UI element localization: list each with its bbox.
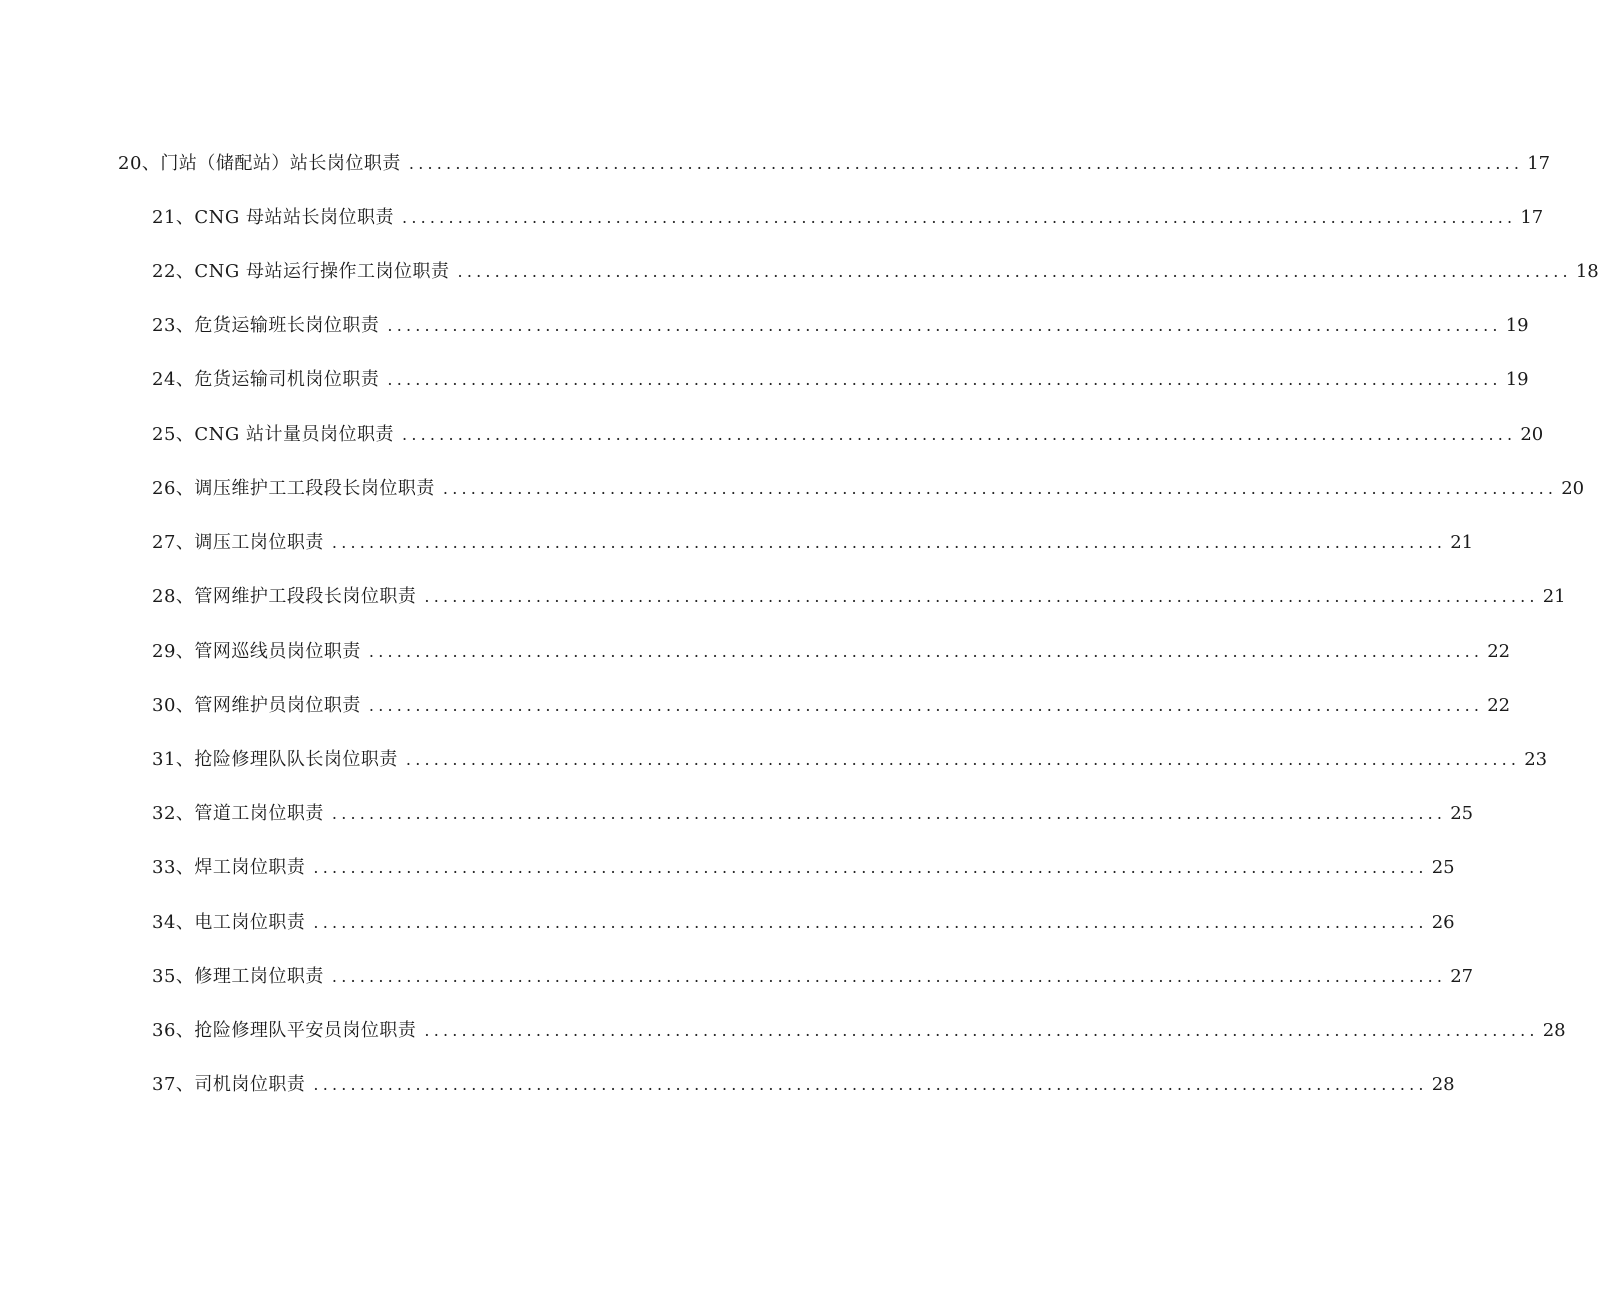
toc-entry-33[interactable] bbox=[152, 856, 1455, 880]
toc-entry-title: 29、管网巡线员岗位职责 bbox=[152, 641, 361, 662]
toc-entry-title: 28、管网维护工段段长岗位职责 bbox=[152, 586, 417, 607]
toc-entry-25[interactable] bbox=[152, 423, 1544, 447]
toc-entry-title: 36、抢险修理队平安员岗位职责 bbox=[152, 1020, 417, 1041]
toc-entry-29[interactable] bbox=[152, 640, 1511, 664]
toc-entry-23[interactable] bbox=[152, 314, 1529, 338]
toc-entry-page: 25 bbox=[1431, 857, 1455, 878]
toc-entry-page: 28 bbox=[1542, 1020, 1566, 1041]
toc-entry-page: 25 bbox=[1450, 803, 1474, 824]
toc-entry-title: 20、门站（储配站）站长岗位职责 bbox=[118, 153, 401, 174]
toc-entry-page: 23 bbox=[1524, 749, 1548, 770]
toc-dot-leader: ........................................................................................................................ bbox=[402, 425, 1517, 444]
toc-entry-32[interactable] bbox=[152, 802, 1474, 826]
toc-entry-22[interactable] bbox=[152, 260, 1599, 284]
toc-entry-title: 35、修理工岗位职责 bbox=[152, 966, 324, 987]
toc-dot-leader: ........................................................................................................................ bbox=[331, 967, 1447, 986]
toc-entry-title: 31、抢险修理队队长岗位职责 bbox=[152, 749, 398, 770]
toc-entry-title: 32、管道工岗位职责 bbox=[152, 803, 324, 824]
toc-dot-leader: ........................................................................................................................ bbox=[387, 316, 1502, 335]
toc-entry-title: 23、危货运输班长岗位职责 bbox=[152, 315, 380, 336]
toc-dot-leader: ........................................................................................................................ bbox=[424, 1021, 1539, 1040]
toc-entry-27[interactable] bbox=[152, 531, 1474, 555]
toc-dot-leader: ........................................................................................................................ bbox=[331, 804, 1447, 823]
toc-dot-leader: ........................................................................................................................ bbox=[442, 479, 1558, 498]
toc-entry-26[interactable] bbox=[152, 477, 1585, 501]
toc-entry-page: 22 bbox=[1487, 695, 1511, 716]
toc-entry-page: 28 bbox=[1431, 1074, 1455, 1095]
toc-entry-34[interactable] bbox=[152, 911, 1455, 935]
toc-entry-title: 26、调压维护工工段段长岗位职责 bbox=[152, 478, 435, 499]
toc-entry-20[interactable] bbox=[118, 152, 1551, 176]
toc-dot-leader: ........................................................................................................................ bbox=[331, 533, 1447, 552]
toc-entry-page: 18 bbox=[1575, 261, 1599, 282]
toc-entry-page: 27 bbox=[1450, 966, 1474, 987]
toc-entry-30[interactable] bbox=[152, 694, 1511, 718]
toc-entry-title: 34、电工岗位职责 bbox=[152, 912, 306, 933]
toc-entry-page: 19 bbox=[1505, 315, 1529, 336]
toc-entry-page: 21 bbox=[1450, 532, 1474, 553]
toc-dot-leader: ........................................................................................................................ bbox=[408, 154, 1524, 173]
toc-entry-title: 22、CNG 母站运行操作工岗位职责 bbox=[152, 261, 450, 282]
toc-dot-leader: ........................................................................................................................ bbox=[387, 370, 1502, 389]
toc-entry-title: 24、危货运输司机岗位职责 bbox=[152, 369, 380, 390]
toc-entry-31[interactable] bbox=[152, 748, 1548, 772]
toc-entry-page: 20 bbox=[1561, 478, 1585, 499]
toc-entry-title: 21、CNG 母站站长岗位职责 bbox=[152, 207, 395, 228]
toc-dot-leader: ........................................................................................................................ bbox=[457, 262, 1572, 281]
toc-entry-page: 26 bbox=[1431, 912, 1455, 933]
toc-entry-page: 19 bbox=[1505, 369, 1529, 390]
toc-entry-title: 33、焊工岗位职责 bbox=[152, 857, 306, 878]
toc-dot-leader: ........................................................................................................................ bbox=[368, 696, 1484, 715]
toc-dot-leader: ........................................................................................................................ bbox=[368, 642, 1484, 661]
toc-entry-title: 30、管网维护员岗位职责 bbox=[152, 695, 361, 716]
toc-entry-37[interactable] bbox=[152, 1073, 1455, 1097]
toc-entry-page: 17 bbox=[1527, 153, 1551, 174]
toc-entry-24[interactable] bbox=[152, 368, 1529, 392]
toc-dot-leader: ........................................................................................................................ bbox=[313, 1075, 1428, 1094]
toc-entry-page: 21 bbox=[1542, 586, 1566, 607]
toc-dot-leader: ........................................................................................................................ bbox=[313, 913, 1428, 932]
toc-entry-21[interactable] bbox=[152, 206, 1544, 230]
toc-dot-leader: ........................................................................................................................ bbox=[405, 750, 1521, 769]
toc-entry-36[interactable] bbox=[152, 1019, 1566, 1043]
toc-entry-page: 20 bbox=[1520, 424, 1544, 445]
toc-entry-title: 27、调压工岗位职责 bbox=[152, 532, 324, 553]
toc-dot-leader: ........................................................................................................................ bbox=[313, 858, 1428, 877]
toc-entry-28[interactable] bbox=[152, 585, 1566, 609]
toc-entry-title: 25、CNG 站计量员岗位职责 bbox=[152, 424, 395, 445]
toc-entry-title: 37、司机岗位职责 bbox=[152, 1074, 306, 1095]
toc-dot-leader: ........................................................................................................................ bbox=[424, 587, 1539, 606]
toc-entry-page: 22 bbox=[1487, 641, 1511, 662]
toc-entry-35[interactable] bbox=[152, 965, 1474, 989]
toc-entry-page: 17 bbox=[1520, 207, 1544, 228]
toc-dot-leader: ........................................................................................................................ bbox=[402, 208, 1517, 227]
